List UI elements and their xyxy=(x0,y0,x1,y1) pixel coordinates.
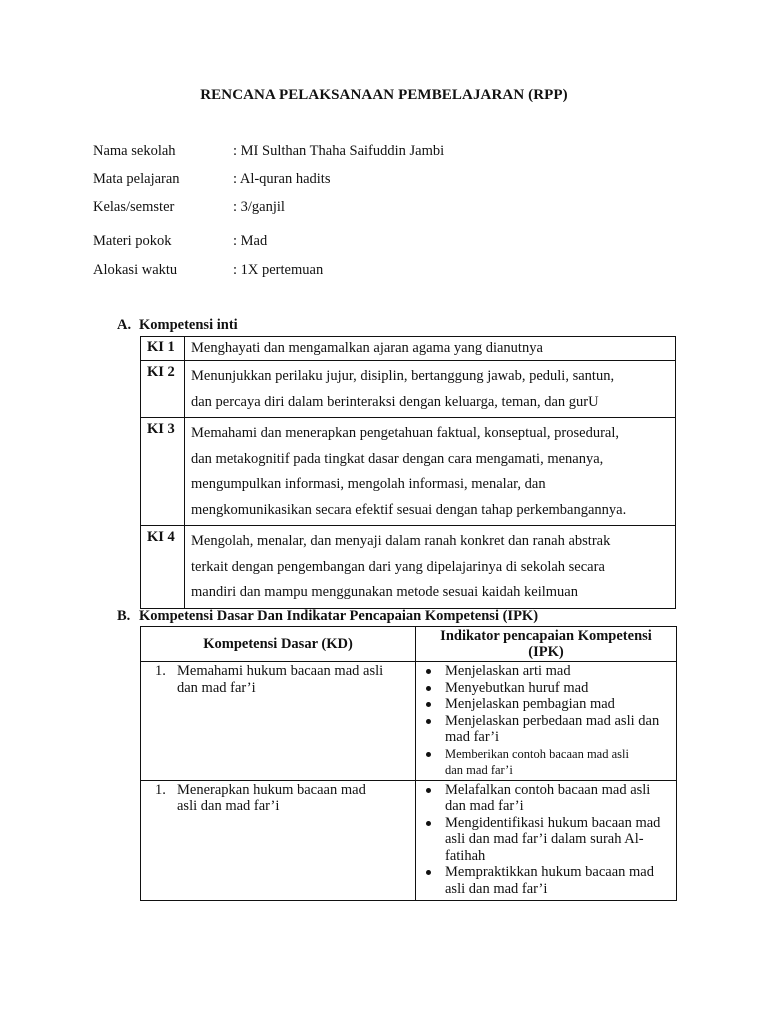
section-b-heading xyxy=(117,608,538,625)
text-line: mengkomunikasikan secara efektif sesuai dengan tahap perkembangannya. xyxy=(191,501,627,518)
text-line: dan metakognitif pada tingkat dasar dengan cara mengamati, menanya, xyxy=(191,450,604,467)
bullet-icon xyxy=(426,686,431,691)
ipk-list xyxy=(422,782,670,898)
section-title: Kompetensi inti xyxy=(139,317,238,333)
ki-description xyxy=(185,418,676,526)
text-line: Memahami dan menerapkan pengetahuan faktual, konseptual, prosedural, xyxy=(191,425,619,441)
list-item xyxy=(422,815,670,865)
info-row-material xyxy=(93,233,693,253)
ki-code: KI 1 xyxy=(141,337,185,361)
kd-item xyxy=(147,663,409,696)
info-label: Alokasi waktu xyxy=(93,262,178,278)
table-row xyxy=(141,361,676,418)
text-line: Memberikan contoh bacaan mad asli xyxy=(445,746,629,761)
basic-competence-table xyxy=(140,626,677,901)
text-line: Mengidentifikasi hukum bacaan mad xyxy=(445,814,661,831)
text-line: mandiri dan mampu menggunakan metode sesuai kaidah keilmuan xyxy=(191,584,578,600)
text-line: Mengolah, menalar, dan menyaji dalam ranah konkret dan ranah abstrak xyxy=(191,533,611,549)
bullet-icon xyxy=(426,669,431,674)
text-line: Memahami hukum bacaan mad asli xyxy=(177,663,384,679)
section-letter: B. xyxy=(117,608,131,624)
text-line: Menghayati dan mengamalkan ajaran agama yang dianutnya xyxy=(191,340,543,356)
info-value: : 3/ganjil xyxy=(233,199,285,215)
text-line: dan mad far’i xyxy=(177,679,256,696)
bullet-icon xyxy=(426,702,431,707)
section-letter: A. xyxy=(117,317,132,333)
info-row-class xyxy=(93,199,693,219)
info-value: : 1X pertemuan xyxy=(233,262,324,278)
table-row xyxy=(141,662,677,781)
info-row-subject xyxy=(93,171,693,191)
ipk-cell xyxy=(416,780,677,900)
info-row-school xyxy=(93,143,693,163)
header-line: Indikator pencapaian Kompetensi xyxy=(440,628,652,644)
text-line: asli dan mad far’i dalam surah Al- xyxy=(445,831,644,847)
document-title: RENCANA PELAKSANAAN PEMBELAJARAN (RPP) xyxy=(200,87,568,103)
text-line: Menjelaskan arti mad xyxy=(445,663,571,679)
list-item xyxy=(422,696,670,713)
info-value: : Al-quran hadits xyxy=(233,171,331,187)
info-value: : Mad xyxy=(233,233,268,249)
ki-description xyxy=(185,526,676,609)
info-label: Materi pokok xyxy=(93,233,172,249)
text-line: asli dan mad far’i xyxy=(445,880,548,897)
info-label: Mata pelajaran xyxy=(93,171,180,187)
kd-cell xyxy=(141,662,416,781)
info-row-time xyxy=(93,262,693,282)
text-line: fatihah xyxy=(445,847,486,864)
table-header-row xyxy=(141,627,677,662)
ki-code: KI 4 xyxy=(141,526,185,609)
bullet-icon xyxy=(426,788,431,793)
info-value: : MI Sulthan Thaha Saifuddin Jambi xyxy=(233,143,445,159)
ki-code: KI 3 xyxy=(141,418,185,526)
info-label: Nama sekolah xyxy=(93,143,176,159)
text-line: Menjelaskan pembagian mad xyxy=(445,696,615,712)
bullet-icon xyxy=(426,821,431,826)
column-header-kd: Kompetensi Dasar (KD) xyxy=(141,627,416,662)
ki-code: KI 2 xyxy=(141,361,185,418)
ipk-cell xyxy=(416,662,677,781)
bullet-icon xyxy=(426,719,431,724)
kd-cell xyxy=(141,780,416,900)
kd-item xyxy=(147,782,409,815)
header-line: (IPK) xyxy=(528,644,564,660)
ipk-list xyxy=(422,663,670,778)
text-line: dan percaya diri dalam berinteraksi dengan keluarga, teman, dan gurU xyxy=(191,393,599,410)
text-line: Menyebutkan huruf mad xyxy=(445,679,589,696)
list-item xyxy=(422,680,670,697)
kd-number: 1. xyxy=(155,781,166,798)
ki-description xyxy=(185,337,676,361)
core-competence-table xyxy=(140,336,676,609)
text-line: mengumpulkan informasi, mengolah informasi, menalar, dan xyxy=(191,476,546,492)
column-header-ipk xyxy=(416,627,677,662)
list-item xyxy=(422,713,670,746)
text-line: Menunjukkan perilaku jujur, disiplin, bertanggung jawab, peduli, santun, xyxy=(191,368,615,384)
text-line: dan mad far’i xyxy=(445,762,513,777)
table-row xyxy=(141,526,676,609)
text-line: terkait dengan pengembangan dari yang dipelajarinya di sekolah secara xyxy=(191,558,605,575)
text-line: dan mad far’i xyxy=(445,798,524,814)
ki-description xyxy=(185,361,676,418)
text-line: mad far’i xyxy=(445,729,500,745)
list-item xyxy=(422,746,670,778)
table-row xyxy=(141,780,677,900)
text-line: Melafalkan contoh bacaan mad asli xyxy=(445,781,651,798)
kd-number: 1. xyxy=(155,663,166,679)
info-label: Kelas/semster xyxy=(93,199,175,215)
text-line: Mempraktikkan hukum bacaan mad xyxy=(445,864,654,880)
table-row xyxy=(141,337,676,361)
list-item xyxy=(422,663,670,680)
list-item xyxy=(422,864,670,897)
table-row xyxy=(141,418,676,526)
section-title: Kompetensi Dasar Dan Indikatar Pencapaian Kompetensi (IPK) xyxy=(139,608,539,624)
section-a-heading xyxy=(117,317,238,334)
text-line: asli dan mad far’i xyxy=(177,798,280,814)
text-line: Menerapkan hukum bacaan mad xyxy=(177,781,366,798)
list-item xyxy=(422,782,670,815)
text-line: Menjelaskan perbedaan mad asli dan xyxy=(445,712,660,729)
bullet-icon xyxy=(426,752,431,757)
bullet-icon xyxy=(426,870,431,875)
